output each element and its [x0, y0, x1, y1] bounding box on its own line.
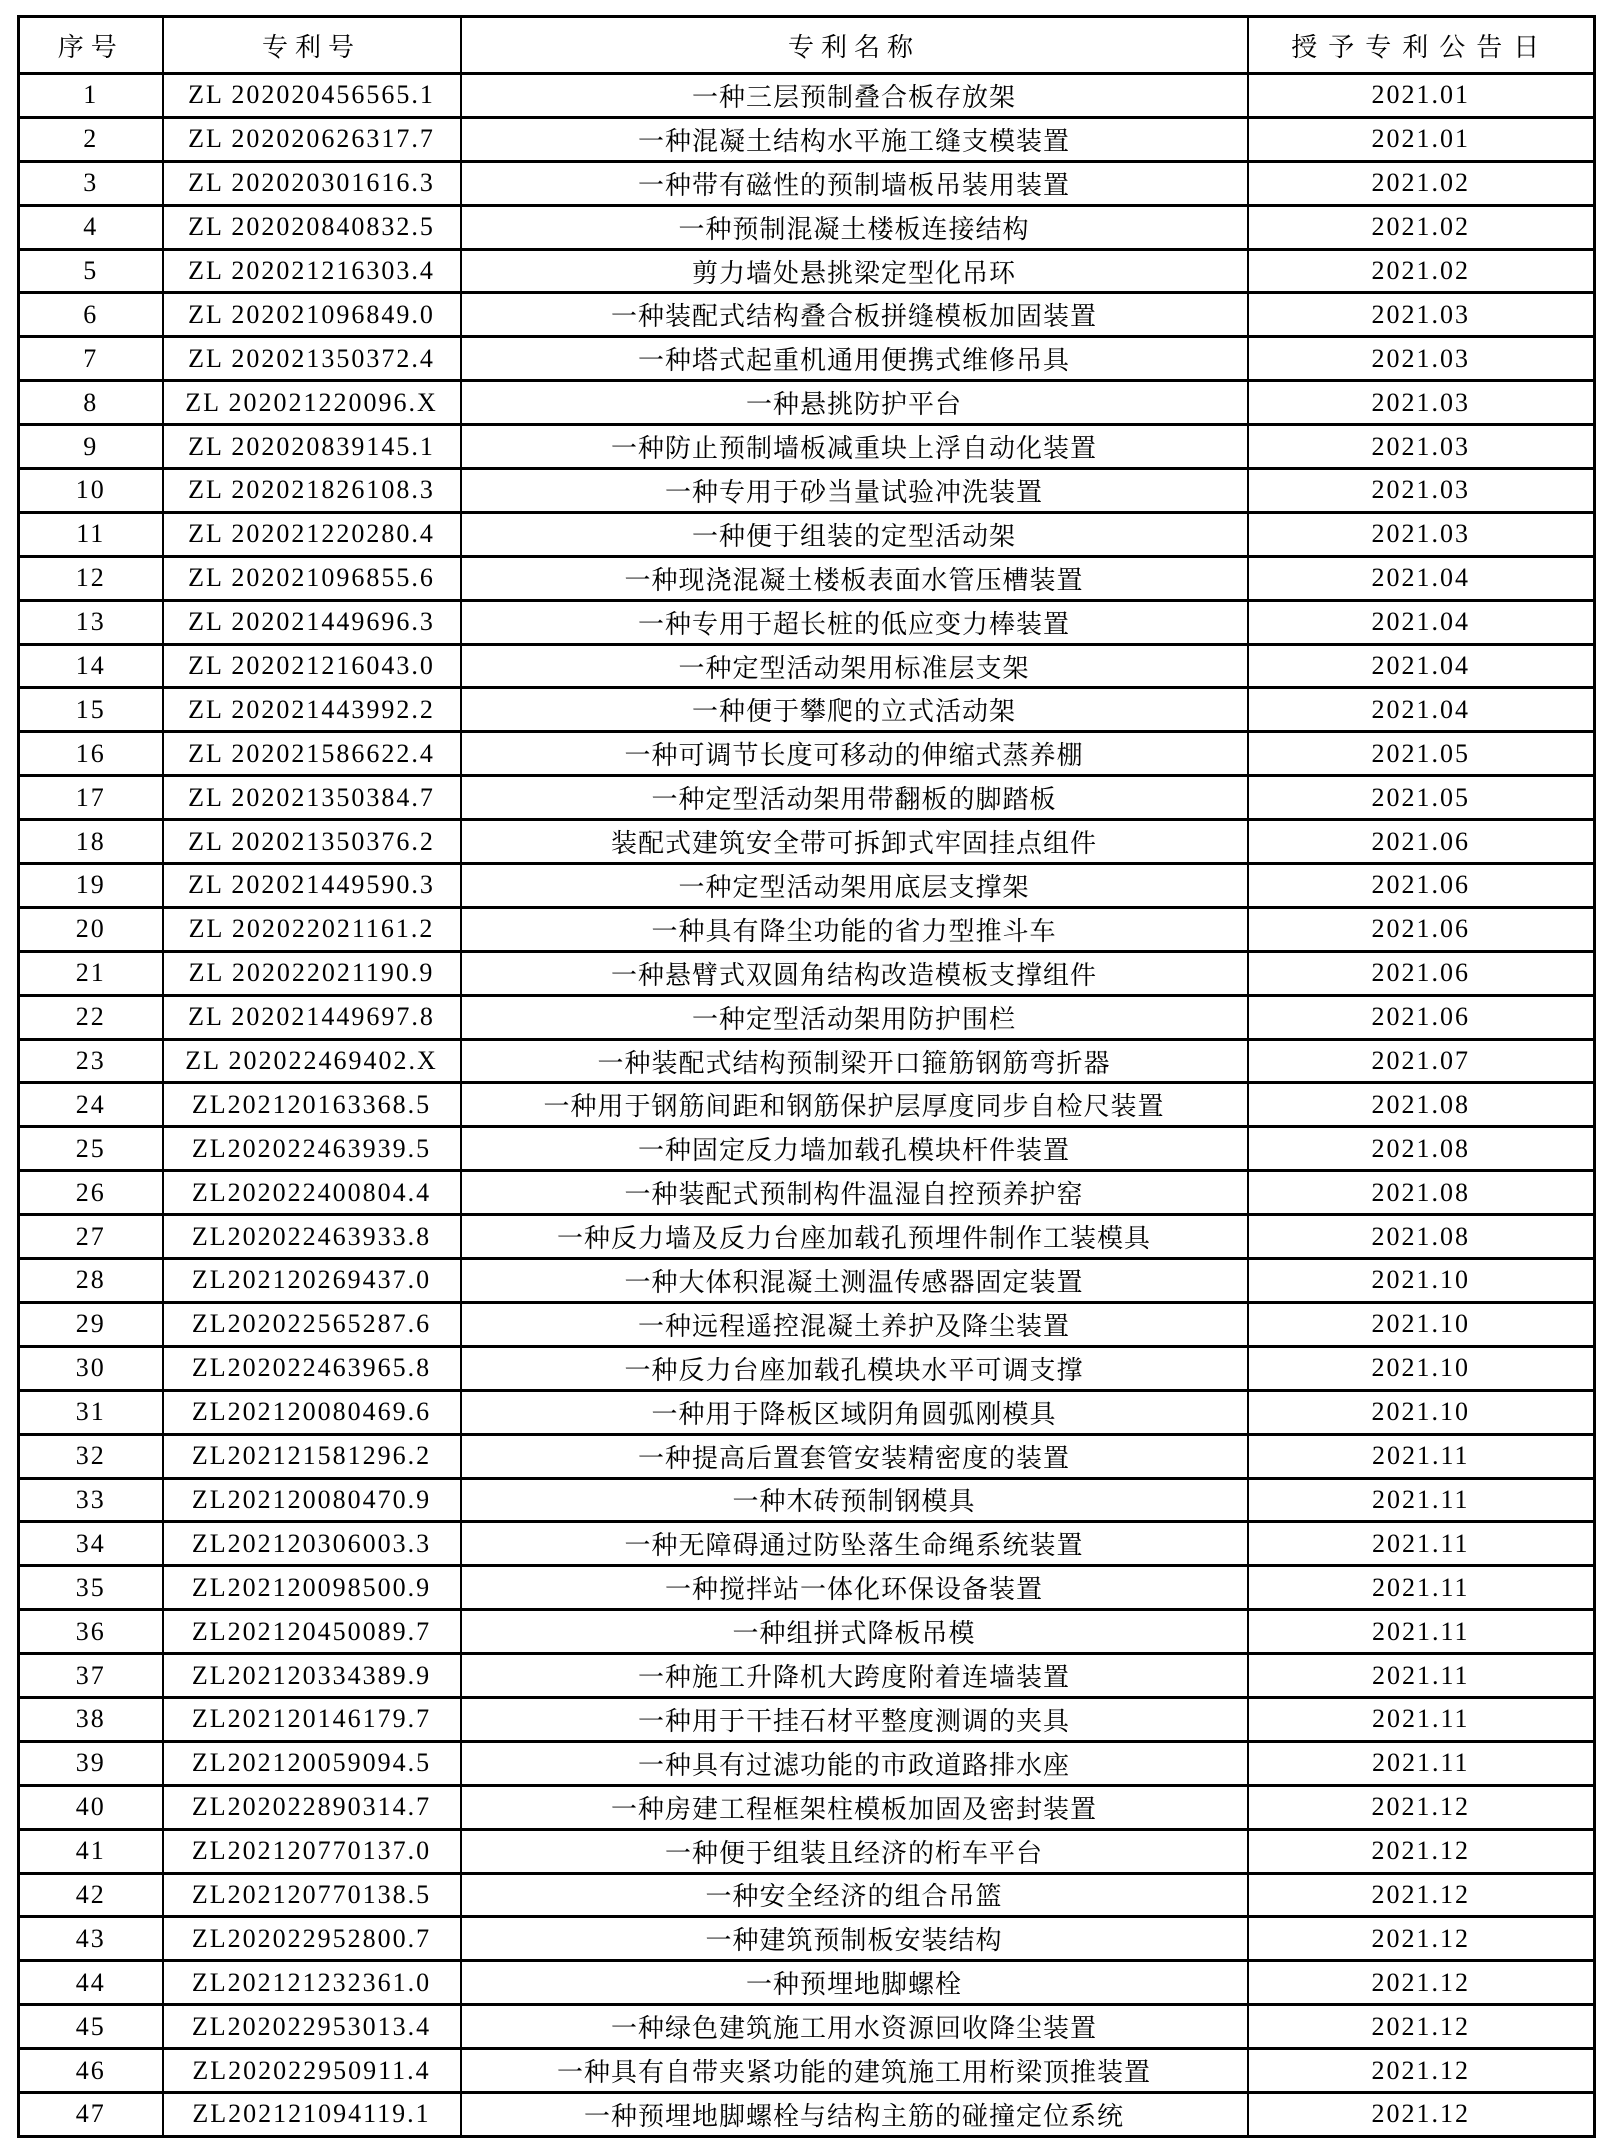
grant-date-cell: 2021.06	[1248, 907, 1595, 951]
patent-name-cell: 一种无障碍通过防坠落生命绳系统装置	[461, 1522, 1248, 1566]
row-seq-cell: 24	[19, 1083, 163, 1127]
table-row	[19, 1478, 1595, 1522]
col-header-grant-date: 授予专利公告日	[1248, 17, 1595, 74]
patent-number-cell: ZL 202021449590.3	[163, 864, 461, 908]
table-header-row	[19, 17, 1595, 74]
patent-name-cell: 一种现浇混凝土楼板表面水管压槽装置	[461, 556, 1248, 600]
grant-date-cell: 2021.06	[1248, 820, 1595, 864]
row-seq-cell: 30	[19, 1346, 163, 1390]
row-seq-cell: 37	[19, 1654, 163, 1698]
grant-date-cell: 2021.12	[1248, 2049, 1595, 2093]
patent-name-cell: 一种装配式预制构件温湿自控预养护窑	[461, 1171, 1248, 1215]
row-seq-cell: 26	[19, 1171, 163, 1215]
patent-number-cell: ZL 202021449696.3	[163, 600, 461, 644]
table-row	[19, 907, 1595, 951]
table-row	[19, 776, 1595, 820]
grant-date-cell: 2021.11	[1248, 1522, 1595, 1566]
patent-number-cell: ZL 202020839145.1	[163, 425, 461, 469]
patent-number-cell: ZL202120163368.5	[163, 1083, 461, 1127]
table-row	[19, 1127, 1595, 1171]
patent-name-cell: 一种悬挑防护平台	[461, 381, 1248, 425]
table-row	[19, 732, 1595, 776]
patent-name-cell: 一种固定反力墙加载孔模块杆件装置	[461, 1127, 1248, 1171]
grant-date-cell: 2021.07	[1248, 1039, 1595, 1083]
table-row	[19, 556, 1595, 600]
table-row	[19, 161, 1595, 205]
grant-date-cell: 2021.08	[1248, 1083, 1595, 1127]
grant-date-cell: 2021.06	[1248, 951, 1595, 995]
patent-name-cell: 一种具有降尘功能的省力型推斗车	[461, 907, 1248, 951]
patent-table	[17, 15, 1596, 2138]
table-row	[19, 1917, 1595, 1961]
patent-name-cell: 一种预埋地脚螺栓与结构主筋的碰撞定位系统	[461, 2092, 1248, 2136]
row-seq-cell: 46	[19, 2049, 163, 2093]
patent-name-cell: 一种具有自带夹紧功能的建筑施工用桁梁顶推装置	[461, 2049, 1248, 2093]
row-seq-cell: 19	[19, 864, 163, 908]
row-seq-cell: 3	[19, 161, 163, 205]
row-seq-cell: 1	[19, 74, 163, 118]
table-row	[19, 1610, 1595, 1654]
grant-date-cell: 2021.10	[1248, 1346, 1595, 1390]
patent-name-cell: 剪力墙处悬挑梁定型化吊环	[461, 249, 1248, 293]
patent-number-cell: ZL202120098500.9	[163, 1566, 461, 1610]
row-seq-cell: 28	[19, 1259, 163, 1303]
row-seq-cell: 23	[19, 1039, 163, 1083]
patent-name-cell: 一种用于钢筋间距和钢筋保护层厚度同步自检尺装置	[461, 1083, 1248, 1127]
row-seq-cell: 8	[19, 381, 163, 425]
patent-name-cell: 一种三层预制叠合板存放架	[461, 74, 1248, 118]
table-row	[19, 1654, 1595, 1698]
patent-number-cell: ZL 202021350376.2	[163, 820, 461, 864]
patent-number-cell: ZL202120450089.7	[163, 1610, 461, 1654]
patent-number-cell: ZL 202021216043.0	[163, 644, 461, 688]
table-row	[19, 1741, 1595, 1785]
row-seq-cell: 20	[19, 907, 163, 951]
table-row	[19, 293, 1595, 337]
patent-number-cell: ZL202022400804.4	[163, 1171, 461, 1215]
patent-number-cell: ZL202022890314.7	[163, 1785, 461, 1829]
patent-name-cell: 一种大体积混凝土测温传感器固定装置	[461, 1259, 1248, 1303]
row-seq-cell: 4	[19, 205, 163, 249]
table-row	[19, 1434, 1595, 1478]
patent-name-cell: 一种木砖预制钢模具	[461, 1478, 1248, 1522]
table-row	[19, 951, 1595, 995]
patent-number-cell: ZL202120770137.0	[163, 1829, 461, 1873]
grant-date-cell: 2021.11	[1248, 1566, 1595, 1610]
grant-date-cell: 2021.06	[1248, 995, 1595, 1039]
row-seq-cell: 35	[19, 1566, 163, 1610]
table-row	[19, 1346, 1595, 1390]
patent-number-cell: ZL202120306003.3	[163, 1522, 461, 1566]
grant-date-cell: 2021.12	[1248, 1829, 1595, 1873]
grant-date-cell: 2021.05	[1248, 776, 1595, 820]
patent-name-cell: 一种可调节长度可移动的伸缩式蒸养棚	[461, 732, 1248, 776]
row-seq-cell: 32	[19, 1434, 163, 1478]
row-seq-cell: 10	[19, 469, 163, 513]
patent-name-cell: 一种远程遥控混凝土养护及降尘装置	[461, 1302, 1248, 1346]
grant-date-cell: 2021.11	[1248, 1478, 1595, 1522]
patent-number-cell: ZL 202022469402.X	[163, 1039, 461, 1083]
row-seq-cell: 29	[19, 1302, 163, 1346]
patent-number-cell: ZL202022463933.8	[163, 1215, 461, 1259]
table-row	[19, 1961, 1595, 2005]
grant-date-cell: 2021.08	[1248, 1215, 1595, 1259]
table-row	[19, 1039, 1595, 1083]
grant-date-cell: 2021.03	[1248, 425, 1595, 469]
patent-number-cell: ZL 202022021190.9	[163, 951, 461, 995]
patent-name-cell: 一种悬臂式双圆角结构改造模板支撑组件	[461, 951, 1248, 995]
row-seq-cell: 44	[19, 1961, 163, 2005]
row-seq-cell: 2	[19, 117, 163, 161]
patent-number-cell: ZL202022463939.5	[163, 1127, 461, 1171]
patent-number-cell: ZL 202021443992.2	[163, 688, 461, 732]
row-seq-cell: 40	[19, 1785, 163, 1829]
row-seq-cell: 41	[19, 1829, 163, 1873]
patent-name-cell: 一种定型活动架用防护围栏	[461, 995, 1248, 1039]
row-seq-cell: 18	[19, 820, 163, 864]
row-seq-cell: 17	[19, 776, 163, 820]
grant-date-cell: 2021.12	[1248, 1917, 1595, 1961]
patent-number-cell: ZL 202021220096.X	[163, 381, 461, 425]
grant-date-cell: 2021.08	[1248, 1171, 1595, 1215]
grant-date-cell: 2021.10	[1248, 1302, 1595, 1346]
patent-name-cell: 一种混凝土结构水平施工缝支模装置	[461, 117, 1248, 161]
table-row	[19, 381, 1595, 425]
grant-date-cell: 2021.03	[1248, 293, 1595, 337]
row-seq-cell: 34	[19, 1522, 163, 1566]
patent-number-cell: ZL 202022021161.2	[163, 907, 461, 951]
grant-date-cell: 2021.10	[1248, 1259, 1595, 1303]
table-row	[19, 644, 1595, 688]
patent-name-cell: 一种便于组装的定型活动架	[461, 512, 1248, 556]
patent-number-cell: ZL202120269437.0	[163, 1259, 461, 1303]
patent-number-cell: ZL202022565287.6	[163, 1302, 461, 1346]
patent-name-cell: 一种反力台座加载孔模块水平可调支撑	[461, 1346, 1248, 1390]
row-seq-cell: 31	[19, 1390, 163, 1434]
patent-number-cell: ZL202121232361.0	[163, 1961, 461, 2005]
table-row	[19, 74, 1595, 118]
grant-date-cell: 2021.12	[1248, 1785, 1595, 1829]
patent-name-cell: 一种建筑预制板安装结构	[461, 1917, 1248, 1961]
patent-number-cell: ZL 202021350384.7	[163, 776, 461, 820]
row-seq-cell: 33	[19, 1478, 163, 1522]
grant-date-cell: 2021.12	[1248, 1873, 1595, 1917]
patent-number-cell: ZL 202021216303.4	[163, 249, 461, 293]
patent-number-cell: ZL 202021096855.6	[163, 556, 461, 600]
patent-name-cell: 一种定型活动架用标准层支架	[461, 644, 1248, 688]
patent-name-cell: 一种定型活动架用带翻板的脚踏板	[461, 776, 1248, 820]
patent-number-cell: ZL 202021586622.4	[163, 732, 461, 776]
row-seq-cell: 13	[19, 600, 163, 644]
row-seq-cell: 47	[19, 2092, 163, 2136]
grant-date-cell: 2021.01	[1248, 74, 1595, 118]
patent-name-cell: 一种提高后置套管安装精密度的装置	[461, 1434, 1248, 1478]
row-seq-cell: 38	[19, 1697, 163, 1741]
patent-number-cell: ZL202022952800.7	[163, 1917, 461, 1961]
table-row	[19, 205, 1595, 249]
table-row	[19, 337, 1595, 381]
grant-date-cell: 2021.10	[1248, 1390, 1595, 1434]
patent-name-cell: 一种专用于砂当量试验冲洗装置	[461, 469, 1248, 513]
patent-name-cell: 一种定型活动架用底层支撑架	[461, 864, 1248, 908]
table-row	[19, 820, 1595, 864]
table-row	[19, 249, 1595, 293]
patent-name-cell: 一种搅拌站一体化环保设备装置	[461, 1566, 1248, 1610]
table-row	[19, 1390, 1595, 1434]
patent-number-cell: ZL 202020301616.3	[163, 161, 461, 205]
table-row	[19, 512, 1595, 556]
patent-number-cell: ZL202022463965.8	[163, 1346, 461, 1390]
patent-name-cell: 一种塔式起重机通用便携式维修吊具	[461, 337, 1248, 381]
grant-date-cell: 2021.01	[1248, 117, 1595, 161]
patent-number-cell: ZL202120146179.7	[163, 1697, 461, 1741]
row-seq-cell: 12	[19, 556, 163, 600]
table-row	[19, 1215, 1595, 1259]
table-row	[19, 1566, 1595, 1610]
table-row	[19, 995, 1595, 1039]
patent-name-cell: 一种安全经济的组合吊篮	[461, 1873, 1248, 1917]
row-seq-cell: 5	[19, 249, 163, 293]
grant-date-cell: 2021.02	[1248, 249, 1595, 293]
patent-name-cell: 一种房建工程框架柱模板加固及密封装置	[461, 1785, 1248, 1829]
table-row	[19, 600, 1595, 644]
patent-name-cell: 一种施工升降机大跨度附着连墙装置	[461, 1654, 1248, 1698]
row-seq-cell: 9	[19, 425, 163, 469]
table-row	[19, 117, 1595, 161]
grant-date-cell: 2021.04	[1248, 556, 1595, 600]
patent-name-cell: 一种装配式结构预制梁开口箍筋钢筋弯折器	[461, 1039, 1248, 1083]
row-seq-cell: 15	[19, 688, 163, 732]
patent-name-cell: 一种预制混凝土楼板连接结构	[461, 205, 1248, 249]
patent-number-cell: ZL202121094119.1	[163, 2092, 461, 2136]
patent-name-cell: 一种便于组装且经济的桁车平台	[461, 1829, 1248, 1873]
row-seq-cell: 16	[19, 732, 163, 776]
row-seq-cell: 11	[19, 512, 163, 556]
table-row	[19, 1302, 1595, 1346]
patent-name-cell: 一种反力墙及反力台座加载孔预埋件制作工装模具	[461, 1215, 1248, 1259]
grant-date-cell: 2021.04	[1248, 600, 1595, 644]
grant-date-cell: 2021.02	[1248, 161, 1595, 205]
patent-number-cell: ZL202022953013.4	[163, 2005, 461, 2049]
grant-date-cell: 2021.11	[1248, 1434, 1595, 1478]
grant-date-cell: 2021.11	[1248, 1610, 1595, 1654]
row-seq-cell: 22	[19, 995, 163, 1039]
patent-number-cell: ZL202121581296.2	[163, 1434, 461, 1478]
row-seq-cell: 39	[19, 1741, 163, 1785]
grant-date-cell: 2021.02	[1248, 205, 1595, 249]
row-seq-cell: 7	[19, 337, 163, 381]
patent-name-cell: 一种用于干挂石材平整度测调的夹具	[461, 1697, 1248, 1741]
table-row	[19, 1522, 1595, 1566]
grant-date-cell: 2021.12	[1248, 2092, 1595, 2136]
grant-date-cell: 2021.03	[1248, 337, 1595, 381]
grant-date-cell: 2021.04	[1248, 644, 1595, 688]
patent-name-cell: 一种专用于超长桩的低应变力棒装置	[461, 600, 1248, 644]
patent-name-cell: 一种防止预制墙板减重块上浮自动化装置	[461, 425, 1248, 469]
patent-number-cell: ZL 202021826108.3	[163, 469, 461, 513]
patent-name-cell: 一种用于降板区域阴角圆弧刚模具	[461, 1390, 1248, 1434]
grant-date-cell: 2021.08	[1248, 1127, 1595, 1171]
table-row	[19, 1873, 1595, 1917]
row-seq-cell: 43	[19, 1917, 163, 1961]
patent-number-cell: ZL202120334389.9	[163, 1654, 461, 1698]
grant-date-cell: 2021.11	[1248, 1697, 1595, 1741]
grant-date-cell: 2021.03	[1248, 469, 1595, 513]
grant-date-cell: 2021.12	[1248, 1961, 1595, 2005]
patent-name-cell: 一种具有过滤功能的市政道路排水座	[461, 1741, 1248, 1785]
patent-name-cell: 一种组拼式降板吊模	[461, 1610, 1248, 1654]
table-row	[19, 1259, 1595, 1303]
row-seq-cell: 27	[19, 1215, 163, 1259]
table-row	[19, 2005, 1595, 2049]
patent-name-cell: 一种带有磁性的预制墙板吊装用装置	[461, 161, 1248, 205]
table-row	[19, 1171, 1595, 1215]
row-seq-cell: 25	[19, 1127, 163, 1171]
table-row	[19, 2092, 1595, 2136]
grant-date-cell: 2021.03	[1248, 512, 1595, 556]
grant-date-cell: 2021.11	[1248, 1741, 1595, 1785]
col-header-patent-number: 专利号	[163, 17, 461, 74]
patent-number-cell: ZL 202020626317.7	[163, 117, 461, 161]
table-row	[19, 469, 1595, 513]
patent-number-cell: ZL202120770138.5	[163, 1873, 461, 1917]
table-row	[19, 2049, 1595, 2093]
grant-date-cell: 2021.12	[1248, 2005, 1595, 2049]
row-seq-cell: 6	[19, 293, 163, 337]
table-row	[19, 425, 1595, 469]
patent-number-cell: ZL 202021449697.8	[163, 995, 461, 1039]
patent-number-cell: ZL 202020840832.5	[163, 205, 461, 249]
col-header-seq: 序号	[19, 17, 163, 74]
col-header-patent-name: 专利名称	[461, 17, 1248, 74]
patent-name-cell: 一种绿色建筑施工用水资源回收降尘装置	[461, 2005, 1248, 2049]
grant-date-cell: 2021.06	[1248, 864, 1595, 908]
patent-number-cell: ZL 202021220280.4	[163, 512, 461, 556]
table-row	[19, 864, 1595, 908]
row-seq-cell: 36	[19, 1610, 163, 1654]
patent-number-cell: ZL202120080469.6	[163, 1390, 461, 1434]
table-row	[19, 1083, 1595, 1127]
table-row	[19, 1697, 1595, 1741]
patent-number-cell: ZL 202021096849.0	[163, 293, 461, 337]
patent-name-cell: 一种预埋地脚螺栓	[461, 1961, 1248, 2005]
grant-date-cell: 2021.04	[1248, 688, 1595, 732]
grant-date-cell: 2021.05	[1248, 732, 1595, 776]
table-row	[19, 688, 1595, 732]
patent-number-cell: ZL 202020456565.1	[163, 74, 461, 118]
patent-name-cell: 装配式建筑安全带可拆卸式牢固挂点组件	[461, 820, 1248, 864]
row-seq-cell: 45	[19, 2005, 163, 2049]
patent-number-cell: ZL202120059094.5	[163, 1741, 461, 1785]
row-seq-cell: 14	[19, 644, 163, 688]
table-row	[19, 1829, 1595, 1873]
patent-name-cell: 一种便于攀爬的立式活动架	[461, 688, 1248, 732]
table-row	[19, 1785, 1595, 1829]
patent-name-cell: 一种装配式结构叠合板拼缝模板加固装置	[461, 293, 1248, 337]
row-seq-cell: 42	[19, 1873, 163, 1917]
grant-date-cell: 2021.11	[1248, 1654, 1595, 1698]
row-seq-cell: 21	[19, 951, 163, 995]
patent-number-cell: ZL 202021350372.4	[163, 337, 461, 381]
grant-date-cell: 2021.03	[1248, 381, 1595, 425]
patent-number-cell: ZL202120080470.9	[163, 1478, 461, 1522]
patent-number-cell: ZL202022950911.4	[163, 2049, 461, 2093]
